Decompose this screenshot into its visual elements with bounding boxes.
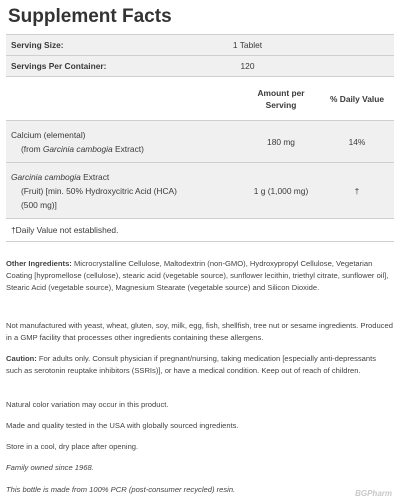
amount-header-line1: Amount per: [257, 87, 305, 98]
nutrient-line1-italic: Garcinia cambogia: [11, 171, 81, 182]
nutrient-line2-suffix: Extract): [112, 143, 144, 154]
nutrient-amount: 180 mg: [267, 136, 295, 147]
nutrient-line2: [11, 144, 144, 154]
serving-size-label: Serving Size:: [11, 40, 64, 50]
nutrient-line2: (Fruit) [min. 50% Hydroxycitric Acid (HCA): [21, 185, 177, 196]
footnote: †Daily Value not established.: [6, 218, 394, 242]
other-ingredients-text: Microcrystalline Cellulose, Maltodextrin (non-GMO), Hydroxypropyl Cellulose, Vegetarian Coating [hypromellose (cellulose), stearic acid (vegetable source), sunflower lecithin, triethyl citrate, sunflower oil], Stearic Acid (vegetable source), Magnesium Stearate (vegetable source) and Silicon Dioxide.: [6, 259, 389, 292]
nutrient-line2-italic: Garcinia cambogia: [42, 143, 113, 154]
recycled-bottle-note: This bottle is made from 100% PCR (post-consumer recycled) resin.: [6, 485, 236, 494]
caution-text: For adults only. Consult physician if pregnant/nursing, taking medication [especially anti-depressants such as serotonin reuptake inhibitors (SSRIs)], or have a medical condition. Keep out of reach of children.: [6, 354, 377, 375]
serving-size-row: [6, 34, 394, 55]
servings-per-container-row: [6, 55, 394, 76]
amount-per-serving-header: [242, 87, 320, 111]
nutrient-name: [6, 170, 242, 212]
column-header-row: [6, 76, 394, 120]
color-variation-note: Natural color variation may occur in this product.: [6, 400, 169, 409]
nutrient-row-garcinia: [6, 162, 394, 218]
nutrient-line1-suffix: Extract: [80, 171, 110, 182]
nutrient-daily-value: 14%: [348, 136, 366, 147]
nutrient-line1: Calcium (elemental): [11, 129, 86, 140]
other-ingredients: [6, 258, 394, 294]
nutrient-daily-value: †: [354, 185, 360, 196]
caution: [6, 353, 394, 377]
daily-value-header: % Daily Value: [330, 93, 384, 104]
supplement-facts-title: Supplement Facts: [8, 6, 172, 27]
nutrient-amount: 1 g (1,000 mg): [253, 185, 309, 196]
serving-size-value: 1 Tablet: [232, 40, 263, 50]
servings-per-container-label: Servings Per Container:: [11, 61, 107, 71]
family-owned-note: Family owned since 1968.: [6, 463, 94, 472]
storage-note: Store in a cool, dry place after opening.: [6, 442, 139, 451]
watermark-logo: BGPharm: [355, 489, 392, 498]
servings-per-container-value: 120: [240, 61, 255, 71]
nutrient-line2-prefix: (from: [21, 143, 43, 154]
caution-label: Caution:: [6, 354, 37, 363]
supplement-facts-table: [6, 34, 394, 242]
amount-header-line2: Serving: [265, 99, 297, 110]
nutrient-row-calcium: [6, 120, 394, 162]
allergen-note: Not manufactured with yeast, wheat, gluten, soy, milk, egg, fish, shellfish, tree nut or sesame ingredients. Produced in a GMP facility that processes other ingredients containing these allergens.: [6, 321, 393, 342]
nutrient-name: [6, 128, 242, 156]
made-in-usa-note: Made and quality tested in the USA with globally sourced ingredients.: [6, 421, 239, 430]
nutrient-line3: (500 mg)]: [21, 199, 57, 210]
other-ingredients-label: Other Ingredients:: [6, 259, 72, 268]
